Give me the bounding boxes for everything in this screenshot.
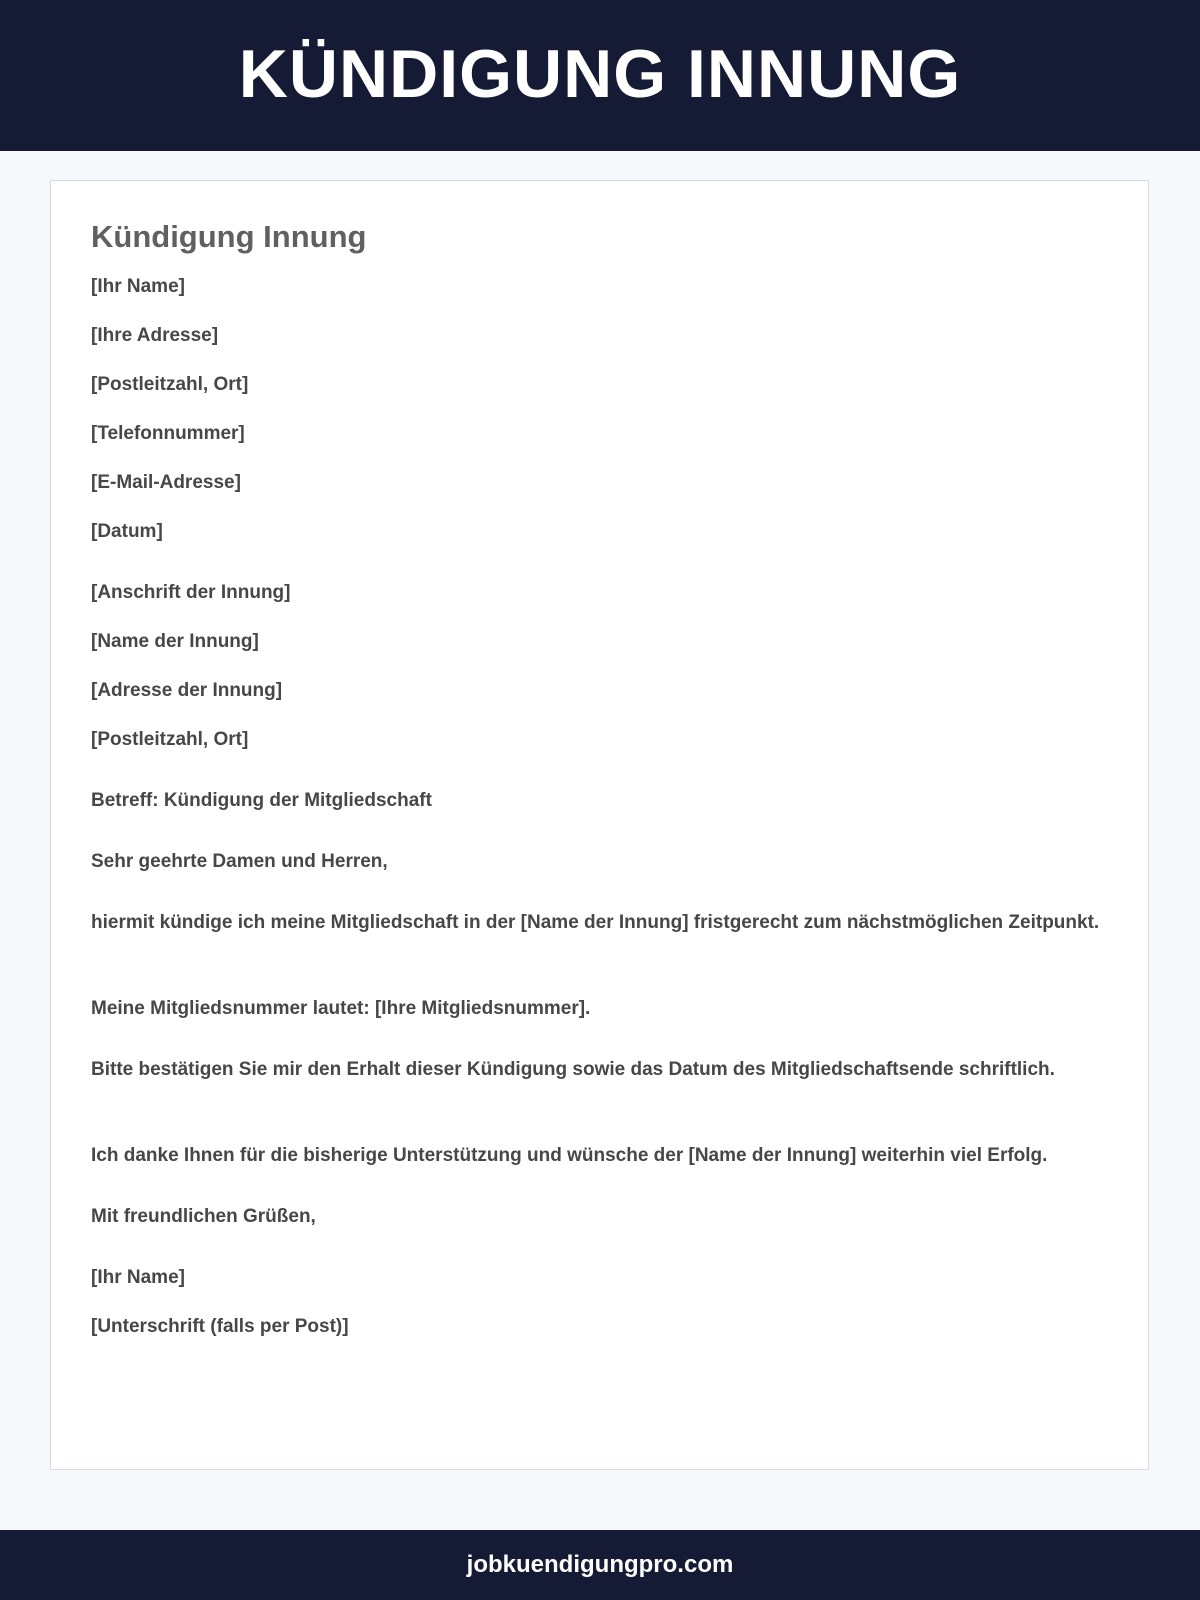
sender-address: [Ihre Adresse] (91, 325, 219, 346)
body-paragraph: Ich danke Ihnen für die bisherige Unterstützung und wünsche der [Name der Innung] weiterhin viel Erfolg. (91, 1145, 1048, 1166)
sender-phone: [Telefonnummer] (91, 423, 245, 444)
letter-card (50, 180, 1149, 1470)
sender-name: [Ihr Name] (91, 276, 185, 297)
recipient-name: [Name der Innung] (91, 631, 259, 652)
body-paragraph: hiermit kündige ich meine Mitgliedschaft in der [Name der Innung] fristgerecht zum nächstmöglichen Zeitpunkt. (91, 912, 1100, 933)
page-footer (0, 1530, 1200, 1600)
recipient-address: [Adresse der Innung] (91, 680, 283, 701)
letter-subject: Betreff: Kündigung der Mitgliedschaft (91, 790, 432, 811)
footer-site-name: jobkuendigungpro.com (466, 1551, 734, 1578)
body-paragraph: Bitte bestätigen Sie mir den Erhalt dieser Kündigung sowie das Datum des Mitgliedschaftsende schriftlich. (91, 1059, 1055, 1080)
recipient-label: [Anschrift der Innung] (91, 582, 291, 603)
sender-email: [E-Mail-Adresse] (91, 472, 241, 493)
recipient-postal-city: [Postleitzahl, Ort] (91, 729, 249, 750)
page-title: KÜNDIGUNG INNUNG (238, 35, 962, 112)
letter-date: [Datum] (91, 521, 163, 542)
letter-closing: Mit freundlichen Grüßen, (91, 1206, 316, 1227)
body-paragraph: Meine Mitgliedsnummer lautet: [Ihre Mitgliedsnummer]. (91, 998, 591, 1019)
letter-salutation: Sehr geehrte Damen und Herren, (91, 851, 388, 872)
page-header (0, 0, 1200, 151)
signature-name: [Ihr Name] (91, 1267, 185, 1288)
document-title: Kündigung Innung (91, 219, 367, 254)
signature-note: [Unterschrift (falls per Post)] (91, 1316, 349, 1337)
sender-postal-city: [Postleitzahl, Ort] (91, 374, 249, 395)
